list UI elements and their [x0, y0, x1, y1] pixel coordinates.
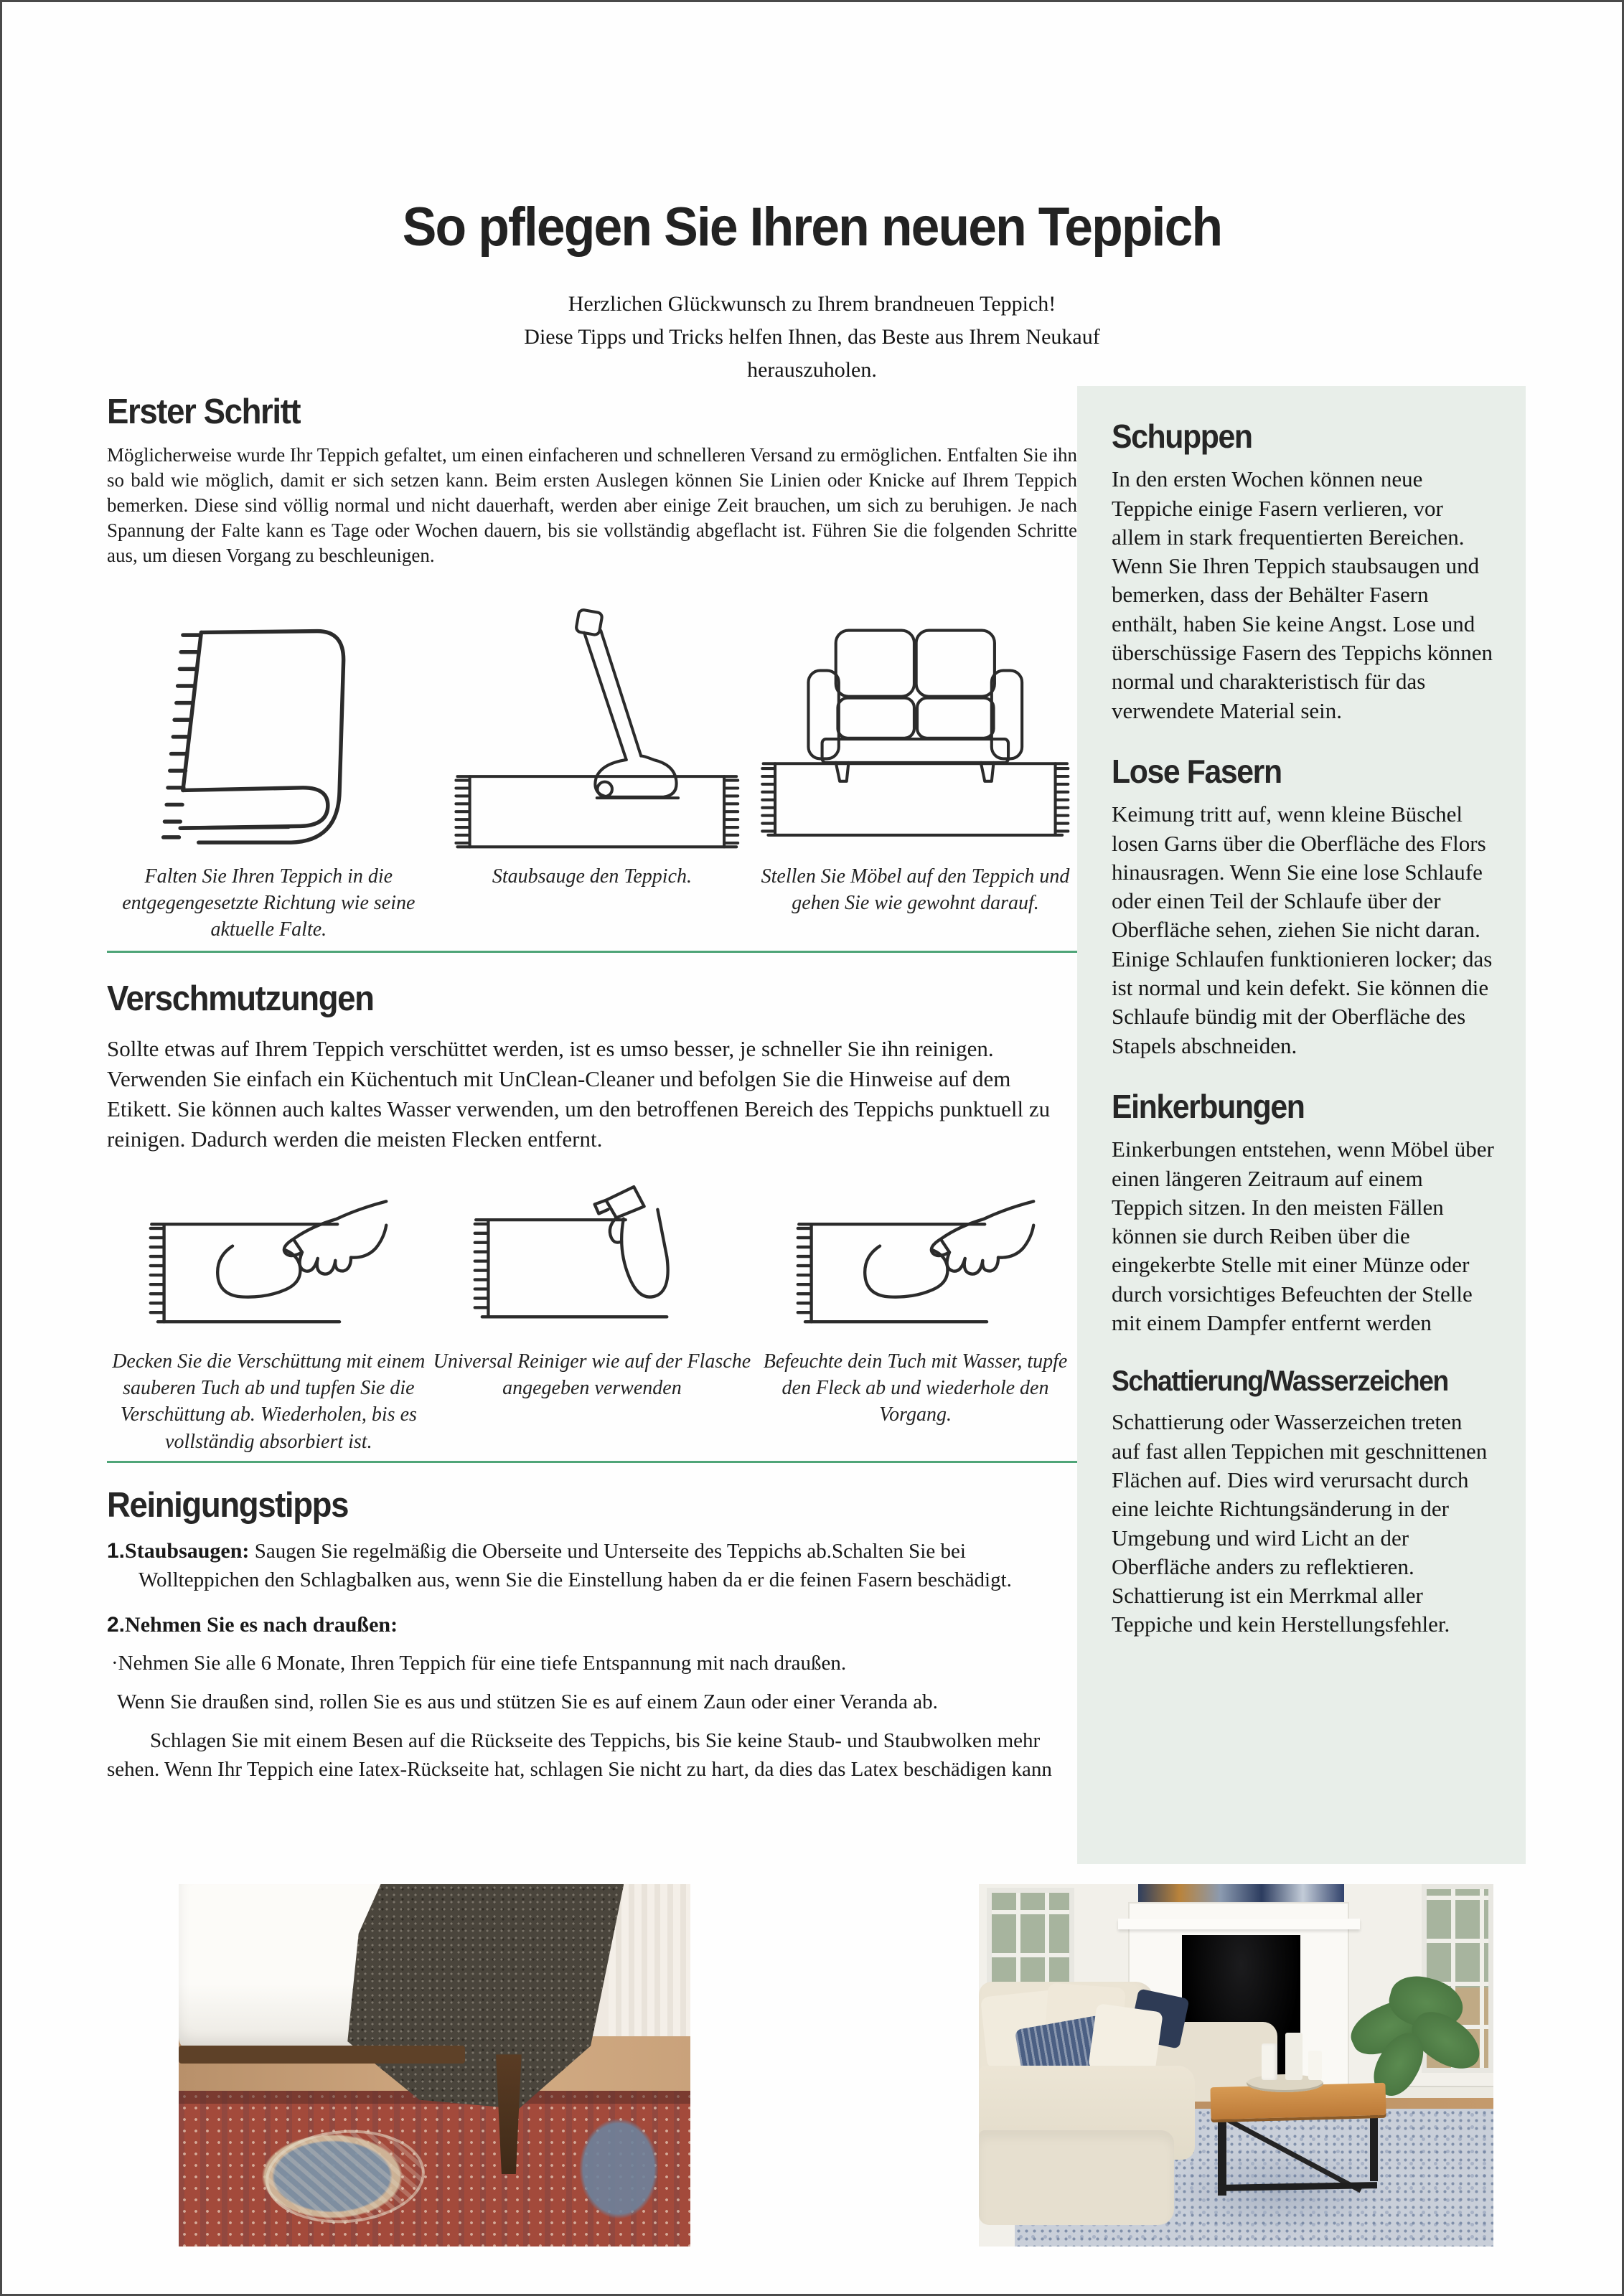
section-heading-reinigungstipps: Reinigungstipps [107, 1486, 349, 1525]
step-caption: Decken Sie die Verschüttung mit einem sauberen Tuch ab und tupfen Sie die Verschüttung ab. Wiederholen, bis es vollständig absorbiert ist. [112, 1350, 426, 1453]
reinigungstipps-list [107, 1536, 1083, 1784]
step-illustrations-row-2 [107, 1195, 1077, 1327]
step-captions-row-2 [107, 1348, 1077, 1455]
tip-item-2-paragraph: ·Nehmen Sie alle 6 Monate, Ihren Teppich für eine tiefe Entspannung mit nach draußen. [111, 1651, 847, 1675]
sidebar-section-lose-fasern [1112, 754, 1494, 1060]
sidebar-heading: Lose Fasern [1112, 752, 1282, 790]
green-divider [107, 1461, 1077, 1463]
erster-schritt-body: Möglicherweise wurde Ihr Teppich gefaltet, um einen einfacheren und schnelleren Versand zu ermöglichen. Entfalten Sie ihn so bald wie möglich, damit er sich setzen kann. Beim ersten Auslegen können Sie Linien oder Knicke auf Ihrem Teppich bemerken. Diese sind völlig normal und nicht dauerhaft, werden aber einige Zeit brauchen, um sich zu beruhigen. Je nach Spannung der Falte kann es Tage oder Wochen dauern, bis sie vollständig abgeflacht ist. Führen Sie die folgenden Schritte aus, um diesen Vorgang zu beschleunigen. [107, 444, 1077, 567]
section-heading-verschmutzungen: Verschmutzungen [107, 979, 374, 1018]
tip-number: 1. [107, 1539, 126, 1563]
vacuum-icon [431, 603, 754, 855]
table-leg [1370, 2105, 1378, 2181]
sidebar-body: Schattierung oder Wasserzeichen treten auf fast allen Teppichen mit geschnittenen Flächen auf. Dies wird verursacht durch eine leichte Richtungsänderung in der Umgebung und wird Licht an der Oberfläche anders zu reflektieren. Schattierung ist ein Merrkmal aller Teppiche und kein Herstellungsfehler. [1112, 1409, 1488, 1637]
living-room-rug-photo [979, 1884, 1493, 2246]
tip-item-2-paragraph: Wenn Sie draußen sind, rollen Sie es aus und stützen Sie es auf einem Zaun oder einer Veranda ab. [117, 1690, 938, 1713]
sidebar-section-schuppen [1112, 419, 1494, 725]
sofa-front [979, 2130, 1174, 2224]
tip-text: Saugen Sie regelmäßig die Oberseite und Unterseite des Teppichs ab.Schalten Sie bei Wollteppichen den Schlagbalken aus, wenn Sie die Einstellung haben da er die feinen Fasern beschädigt. [139, 1540, 1012, 1592]
hand-cloth-icon [107, 1194, 431, 1327]
sofa-on-rug-icon [754, 607, 1077, 855]
step-captions-row-1 [107, 863, 1077, 944]
sidebar-body: Einkerbungen entstehen, wenn Möbel über einen längeren Zeitraum auf einem Teppich sitzen. In den meisten Fällen können sie durch Reiben über die eingekerbte Stelle mit einer Münze oder durch vorsichtiges Befeuchten der Stelle mit einem Dampfer entfernt werden [1112, 1137, 1494, 1336]
step-caption: Staubsauge den Teppich. [492, 865, 692, 888]
bedroom-rug-photo [179, 1884, 690, 2246]
tip-item-2-heading [107, 1610, 1083, 1639]
section-heading-erster-schritt: Erster Schritt [107, 392, 301, 431]
sidebar-heading: Schuppen [1112, 418, 1252, 455]
tip-item-2-paragraph: Schlagen Sie mit einem Besen auf die Rückseite des Teppichs, bis Sie keine Staub- und Staubwolken mehr sehen. Wenn Ihr Teppich eine Iatex-Rückseite hat, schlagen Sie nicht zu hart, da dies das Latex beschädigen kann [107, 1728, 1052, 1781]
page-subtitle [2, 288, 1622, 387]
bed-frame-rail [179, 2046, 465, 2064]
subtitle-line: Herzlichen Glückwunsch zu Ihrem brandneuen Teppich! [568, 292, 1056, 316]
sidebar-body: In den ersten Wochen können neue Teppiche einige Fasern verlieren, vor allem in stark frequentierten Bereichen. Wenn Sie Ihren Teppich staubsaugen und bemerken, dass der Behälter Fasern enthält, haben Sie keine Angst. Lose und überschüssige Fasern des Teppichs können normal und charakteristisch für das verwendete Material sein. [1112, 466, 1493, 723]
tip-item-1 [107, 1536, 1083, 1594]
sidebar-heading: Einkerbungen [1112, 1087, 1305, 1125]
tip-label: Nehmen Sie es nach draußen: [125, 1613, 398, 1637]
verschmutzungen-body: Sollte etwas auf Ihrem Teppich verschüttet werden, ist es umso besser, je schneller Sie ihn reinigen. Verwenden Sie einfach ein Küchentuch mit UnClean-Cleaner und befolgen Sie die Hinweise auf dem Etikett. Sie können auch kaltes Wasser verwenden, um den betroffenen Bereich des Teppichs punktuell zu reinigen. Dadurch werden die meisten Flecken entfernt. [107, 1036, 1051, 1152]
hand-cloth-icon [754, 1194, 1077, 1327]
sidebar-section-einkerbungen [1112, 1089, 1494, 1337]
subtitle-line: Diese Tipps und Tricks helfen Ihnen, das Beste aus Ihrem Neukauf [524, 324, 1100, 349]
tip-label: Staubsaugen: [125, 1539, 250, 1563]
candle [1262, 2043, 1277, 2080]
sidebar [1077, 386, 1526, 1864]
subtitle-line: herauszuholen. [747, 357, 877, 382]
step-caption: Stellen Sie Möbel auf den Teppich und gehen Sie wie gewohnt darauf. [761, 865, 1070, 915]
table-leg [1218, 2112, 1226, 2196]
candle [1285, 2033, 1303, 2080]
oriental-rug [179, 2091, 690, 2246]
step-caption: Universal Reiniger wie auf der Flasche angegeben verwenden [433, 1350, 751, 1400]
page-title: So pflegen Sie Ihren neuen Teppich [402, 197, 1222, 258]
sidebar-body: Keimung tritt auf, wenn kleine Büschel losen Garns über die Oberfläche des Flors hinausragen. Wenn Sie eine lose Schlaufe oder einen Teil der Schlaufe über der Oberfläche sehen, ziehen Sie nicht daran. Einige Schlaufen funktionieren locker; das ist normal und kein defekt. Sie können die Schlaufe bündig mit der Oberfläche des Stapels abschneiden. [1112, 801, 1493, 1058]
candle [1308, 2051, 1322, 2079]
mantel-artwork [1138, 1884, 1344, 1904]
mantel-shelf [1118, 1919, 1360, 1929]
folded-carpet-icon [107, 618, 431, 855]
step-caption: Falten Sie Ihren Teppich in die entgegengesetzte Richtung wie seine aktuelle Falte. [122, 865, 416, 941]
sidebar-heading: Schattierung/Wasserzeichen [1112, 1365, 1448, 1398]
step-illustrations-row-1 [107, 602, 1077, 855]
step-caption: Befeuchte dein Tuch mit Wasser, tupfe den Fleck ab und wiederhole den Vorgang. [763, 1350, 1068, 1426]
green-divider [107, 951, 1077, 953]
spray-bottle-icon [431, 1180, 754, 1327]
sidebar-section-schattierung [1112, 1366, 1494, 1639]
tip-number: 2. [107, 1613, 126, 1637]
